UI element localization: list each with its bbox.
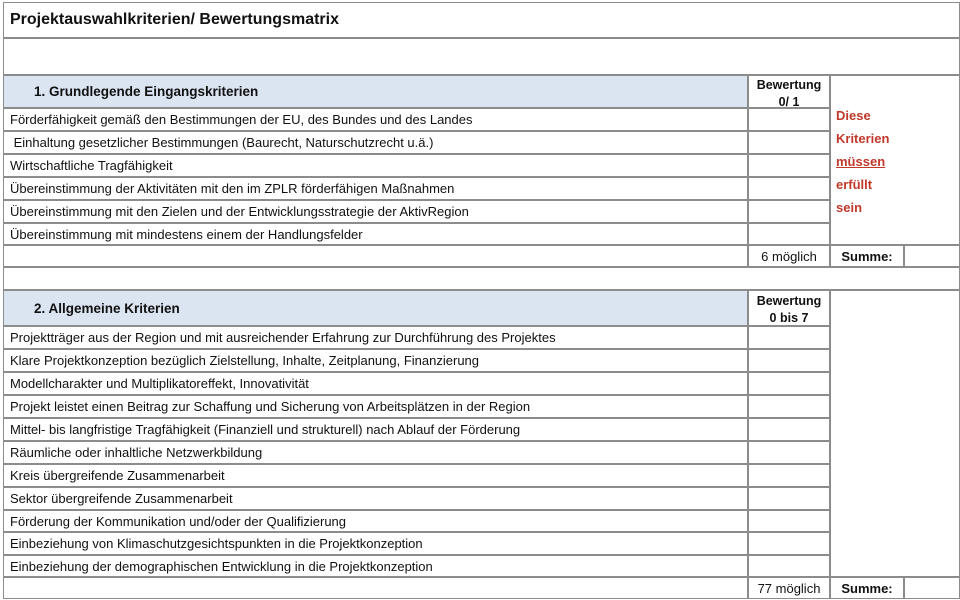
section2-sum-label: Summe: [830,577,904,599]
section2-heading: 2. Allgemeine Kriterien [3,290,748,326]
section2-note-column [830,290,960,577]
section1-sum-input[interactable] [904,245,960,267]
section2-score-input-11[interactable] [748,555,830,577]
section1-possible: 6 möglich [748,245,830,267]
section2-score-input-4[interactable] [748,395,830,418]
section1-criterion-3: Wirtschaftliche Tragfähigkeit [3,154,748,177]
section2-score-input-10[interactable] [748,532,830,555]
section1-score-input-4[interactable] [748,177,830,200]
section2-score-input-5[interactable] [748,418,830,441]
section2-score-input-3[interactable] [748,372,830,395]
section2-criterion-1: Projektträger aus der Region und mit ausreichender Erfahrung zur Durchführung des Projektes [3,326,748,349]
section1-score-header-line1: Bewertung [756,78,822,92]
section1-score-input-3[interactable] [748,154,830,177]
section2-score-input-7[interactable] [748,464,830,487]
section2-footer-blank [3,577,748,599]
section1-score-input-6[interactable] [748,223,830,245]
section2-sum-input[interactable] [904,577,960,599]
section1-note-line4: erfüllt [836,177,873,192]
section1-footer-blank [3,245,748,267]
section1-heading: 1. Grundlegende Eingangskriterien [3,75,748,108]
section2-score-input-2[interactable] [748,349,830,372]
section1-note-line5: sein [836,200,863,215]
section2-criterion-2: Klare Projektkonzeption bezüglich Zielstellung, Inhalte, Zeitplanung, Finanzierung [3,349,748,372]
section1-score-header [748,75,830,108]
section1-score-input-1[interactable] [748,108,830,131]
section2-score-header [748,290,830,326]
section1-criterion-5: Übereinstimmung mit den Zielen und der Entwicklungsstrategie der AktivRegion [3,200,748,223]
section2-score-input-8[interactable] [748,487,830,510]
section1-note-line3: müssen [836,154,886,169]
spacer-row-2 [3,267,960,290]
section1-score-header-line2: 0/ 1 [778,95,800,108]
section2-score-input-6[interactable] [748,441,830,464]
section2-criterion-9: Förderung der Kommunikation und/oder der Qualifizierung [3,510,748,532]
section2-criterion-5: Mittel- bis langfristige Tragfähigkeit (Finanziell und strukturell) nach Ablauf der Förderung [3,418,748,441]
section1-score-input-5[interactable] [748,200,830,223]
section1-score-input-2[interactable] [748,131,830,154]
spacer-row [3,38,960,75]
section2-score-header-line2: 0 bis 7 [769,311,809,325]
section2-score-input-1[interactable] [748,326,830,349]
section2-possible: 77 möglich [748,577,830,599]
section2-score-header-line1: Bewertung [756,294,822,308]
section2-criterion-7: Kreis übergreifende Zusammenarbeit [3,464,748,487]
section2-score-input-9[interactable] [748,510,830,532]
page-title: Projektauswahlkriterien/ Bewertungsmatrix [3,2,960,38]
section2-criterion-11: Einbeziehung der demographischen Entwicklung in die Projektkonzeption [3,555,748,577]
section1-sum-label: Summe: [830,245,904,267]
section1-criterion-2: Einhaltung gesetzlicher Bestimmungen (Baurecht, Naturschutzrecht u.ä.) [3,131,748,154]
section1-note-line1: Diese [836,108,871,123]
section1-criterion-6: Übereinstimmung mit mindestens einem der Handlungsfelder [3,223,748,245]
section2-criterion-8: Sektor übergreifende Zusammenarbeit [3,487,748,510]
section1-note-line2: Kriterien [836,131,890,146]
section2-criterion-10: Einbeziehung von Klimaschutzgesichtspunkten in die Projektkonzeption [3,532,748,555]
section2-criterion-4: Projekt leistet einen Beitrag zur Schaffung und Sicherung von Arbeitsplätzen in der Region [3,395,748,418]
section2-criterion-6: Räumliche oder inhaltliche Netzwerkbildung [3,441,748,464]
section2-criterion-3: Modellcharakter und Multiplikatoreffekt, Innovativität [3,372,748,395]
section1-criterion-4: Übereinstimmung der Aktivitäten mit den im ZPLR förderfähigen Maßnahmen [3,177,748,200]
section1-criterion-1: Förderfähigkeit gemäß den Bestimmungen der EU, des Bundes und des Landes [3,108,748,131]
